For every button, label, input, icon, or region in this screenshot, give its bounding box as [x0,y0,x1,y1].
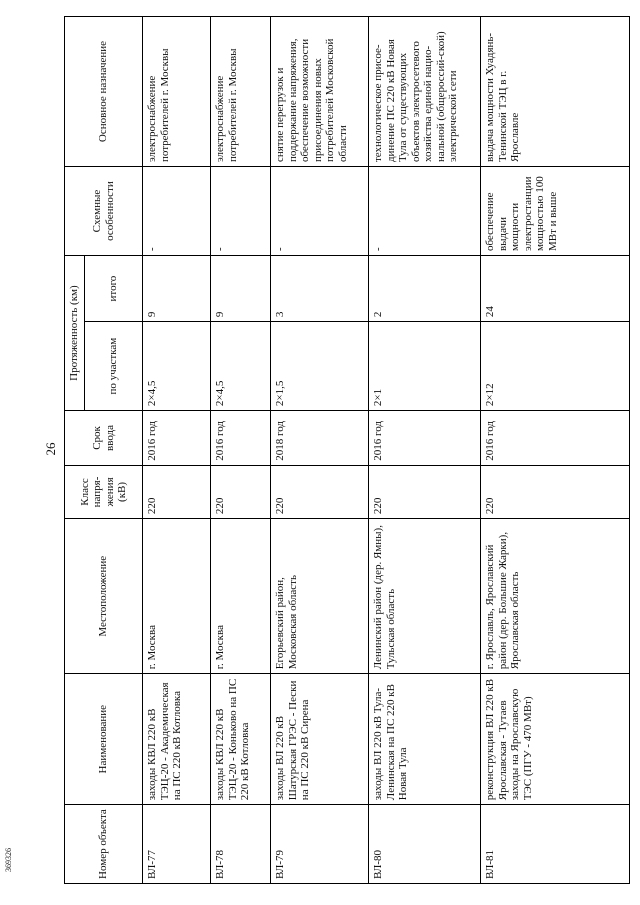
cell-purpose: технологическое присое-динение ПС 220 кВ Новая Тула от существующих объектов электросетевого хозяйства единой нацио-нальной (общероссий-ской) электрической сети [369,17,481,167]
cell-name: заходы ВЛ 220 кВ Шатурская ГРЭС - Пески на ПС 220 кВ Сирена [271,674,369,805]
cell-purpose: выдача мощности Хуадянь-Тенинской ТЭЦ в г. Ярославле [481,17,630,167]
header-commission-date: Срок ввода [65,411,143,466]
cell-location: г. Москва [211,519,271,674]
cell-sections: 2×4,5 [143,322,211,411]
header-purpose: Основное назначение [65,17,143,167]
cell-sections: 2×1 [369,322,481,411]
cell-name: заходы КВЛ 220 кВ ТЭЦ-20 - Академическая на ПС 220 кВ Котловка [143,674,211,805]
header-location: Местоположение [65,519,143,674]
cell-total: 3 [271,256,369,322]
header-scheme-features: Схемные особенности [65,167,143,256]
cell-location: г. Ярославль, Ярославский район (дер. Большие Жарки), Ярославская область [481,519,630,674]
cell-voltage: 220 [369,465,481,518]
table-row [143,17,211,884]
cell-total: 24 [481,256,630,322]
cell-features: - [143,167,211,256]
cell-number: ВЛ-81 [481,805,630,884]
cell-number: ВЛ-80 [369,805,481,884]
cell-name: реконструкция ВЛ 220 кВ Ярославская - Тутаев заходы на Ярославскую ТЭС (ПГУ - 470 МВт) [481,674,630,805]
cell-voltage: 220 [271,465,369,518]
header-length-total: итого [85,256,143,322]
cell-location: г. Москва [143,519,211,674]
header-voltage-class: Класс напря-жения (кВ) [65,465,143,518]
cell-total: 2 [369,256,481,322]
cell-number: ВЛ-79 [271,805,369,884]
cell-features: - [271,167,369,256]
cell-date: 2018 год [271,411,369,466]
cell-features: обеспечение выдачи мощности электростанции мощностью 100 МВт и выше [481,167,630,256]
header-name: Наименование [65,674,143,805]
cell-location: Егорьевский район, Московская область [271,519,369,674]
cell-purpose: электроснабжение потребителей г. Москвы [211,17,271,167]
header-length-sections: по участкам [85,322,143,411]
cell-location: Ленинский район (дер. Ямны), Тульская область [369,519,481,674]
table-row [211,17,271,884]
cell-date: 2016 год [143,411,211,466]
table-row [369,17,481,884]
cell-purpose: снятие перегрузок и поддержание напряжения, обеспечение возможности присоединения новых потребителей Московской области [271,17,369,167]
cell-features: - [369,167,481,256]
table-row [271,17,369,884]
cell-number: ВЛ-78 [211,805,271,884]
cell-name: заходы ВЛ 220 кВ Тула-Ленинская на ПС 220 кВ Новая Тула [369,674,481,805]
cell-voltage: 220 [211,465,271,518]
cell-sections: 2×12 [481,322,630,411]
cell-total: 9 [143,256,211,322]
cell-date: 2016 год [369,411,481,466]
cell-features: - [211,167,271,256]
header-length-group: Протяженность (км) [65,256,85,411]
power-lines-table [64,16,630,884]
cell-date: 2016 год [481,411,630,466]
cell-voltage: 220 [481,465,630,518]
cell-purpose: электроснабжение потребителей г. Москвы [143,17,211,167]
cell-name: заходы КВЛ 220 кВ ТЭЦ-20 - Коньково на ПС 220 кВ Котловка [211,674,271,805]
cell-sections: 2×4,5 [211,322,271,411]
document-side-code: 369326 [4,848,13,872]
table-row [481,17,630,884]
cell-total: 9 [211,256,271,322]
header-object-number: Номер объекта [65,805,143,884]
cell-sections: 2×1,5 [271,322,369,411]
cell-voltage: 220 [143,465,211,518]
cell-number: ВЛ-77 [143,805,211,884]
cell-date: 2016 год [211,411,271,466]
rotated-table-wrapper [64,16,630,884]
page-number: 26 [43,442,58,456]
